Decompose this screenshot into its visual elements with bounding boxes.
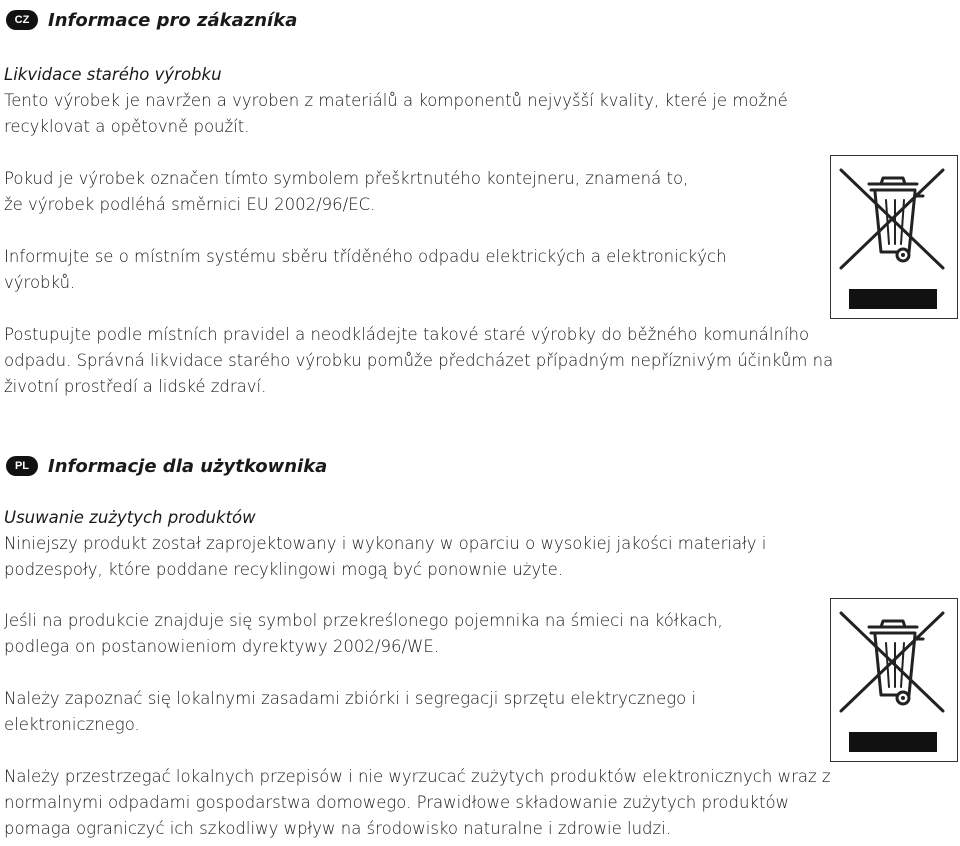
pl-p4-line-1: Należy przestrzegać lokalnych przepisów i nie wyrzucać zużytych produktów elektronicznych wraz z <box>4 767 831 786</box>
cz-p4-line-1: Postupujte podle místních pravidel a neodkládejte takové staré výrobky do běžného komunálního <box>4 325 810 344</box>
pl-paragraph-3 <box>4 686 696 738</box>
cz-p2-line-2: že výrobek podléhá směrnici EU 2002/96/EC. <box>4 195 376 214</box>
cz-paragraph-2 <box>4 166 688 218</box>
pl-p4-line-3: pomaga ograniczyć ich szkodliwy wpływ na środowisko naturalne i zdrowie ludzi. <box>4 819 672 838</box>
pl-language-badge: PL <box>6 456 38 476</box>
pl-p1-line-2: podzespoły, które poddane recyklingowi mogą być ponownie użyte. <box>4 560 564 579</box>
pl-p2-line-1: Jeśli na produkcie znajduje się symbol przekreślonego pojemnika na śmieci na kółkach, <box>4 611 723 630</box>
pl-paragraph-2 <box>4 608 723 660</box>
pl-p2-line-2: podlega on postanowieniom dyrektywy 2002/96/WE. <box>4 637 440 656</box>
pl-p4-line-2: normalnymi odpadami gospodarstwa domowego. Prawidłowe składowanie zużytych produktów <box>4 793 790 812</box>
pl-p3-line-1: Należy zapoznać się lokalnymi zasadami zbiórki i segregacji sprzętu elektrycznego i <box>4 689 697 708</box>
cz-p1-line-2: recyklovat a opětovně použít. <box>4 117 250 136</box>
cz-p4-line-3: životní prostředí a lidské zdraví. <box>4 377 267 396</box>
crossed-out-wheelie-bin-icon <box>830 155 958 319</box>
cz-p3-line-1: Informujte se o místním systému sběru tříděného odpadu elektrických a elektronických <box>4 247 727 266</box>
pl-paragraph-4 <box>4 764 831 842</box>
cz-p2-line-1: Pokud je výrobek označen tímto symbolem přeškrtnutého kontejneru, znamená to, <box>4 169 689 188</box>
cz-language-badge: CZ <box>6 10 38 30</box>
cz-paragraph-4 <box>4 322 833 400</box>
cz-paragraph-1 <box>4 88 788 140</box>
pl-subtitle: Usuwanie zużytych produktów <box>4 508 256 527</box>
cz-section-title: Informace pro zákazníka <box>48 9 298 31</box>
cz-paragraph-3 <box>4 244 727 296</box>
cz-p4-line-2: odpadu. Správná likvidace starého výrobku pomůže předcházet případným nepříznivým účinkům na <box>4 351 834 370</box>
cz-p1-line-1: Tento výrobek je navržen a vyroben z materiálů a komponentů nejvyšší kvality, které je možné <box>4 91 788 110</box>
pl-section-title: Informacje dla użytkownika <box>48 455 328 477</box>
pl-p1-line-1: Niniejszy produkt został zaprojektowany i wykonany w oparciu o wysokiej jakości materiały i <box>4 534 767 553</box>
pl-paragraph-1 <box>4 531 766 583</box>
pl-header <box>0 451 327 481</box>
cz-header <box>0 5 297 35</box>
cz-p3-line-2: výrobků. <box>4 273 76 292</box>
pl-p3-line-2: elektronicznego. <box>4 715 140 734</box>
cz-subtitle: Likvidace starého výrobku <box>4 65 222 84</box>
crossed-out-wheelie-bin-icon <box>830 598 958 762</box>
